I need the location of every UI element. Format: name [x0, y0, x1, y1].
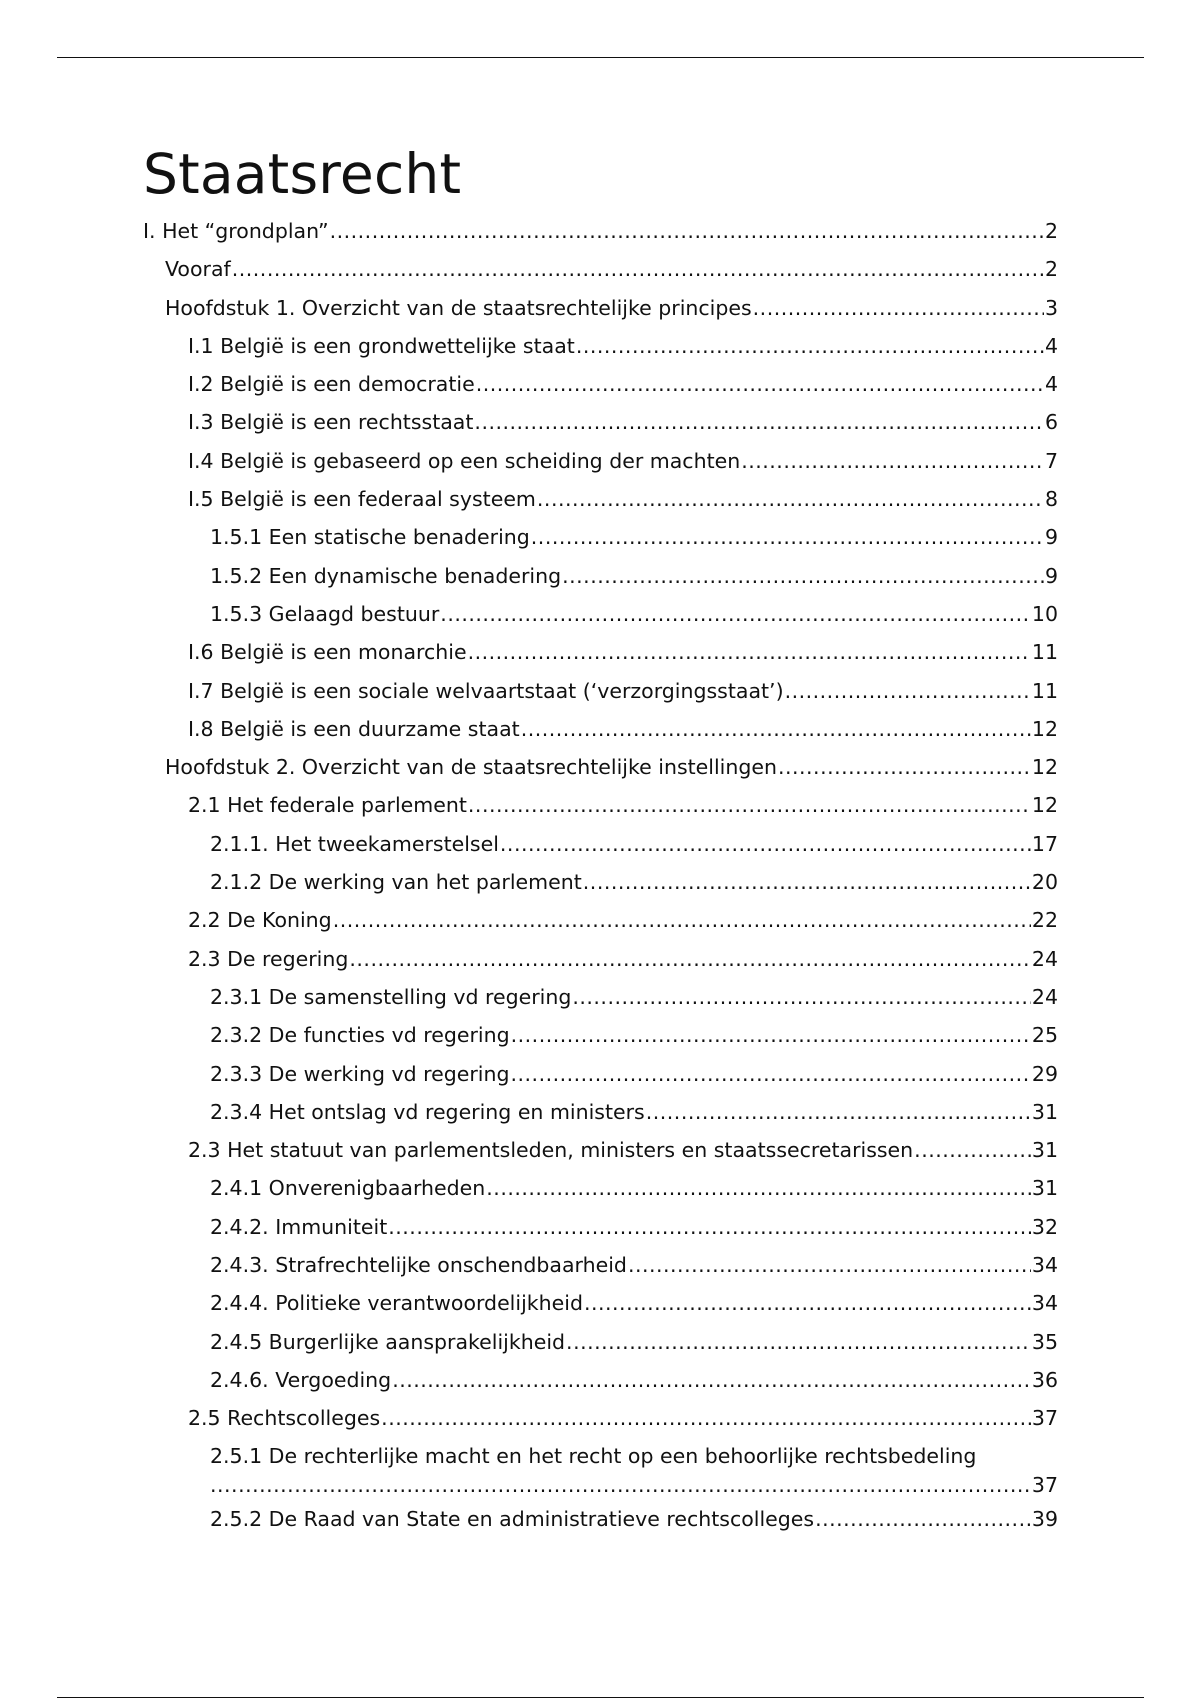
toc-page-number: 4 — [1044, 333, 1058, 358]
toc-page-number: 12 — [1031, 755, 1058, 780]
toc-page-number: 9 — [1044, 525, 1058, 550]
toc-leader-dots — [537, 480, 1044, 518]
toc-entry-text: 1.5.2 Een dynamische benadering — [210, 563, 562, 588]
toc-leader-dots — [468, 633, 1031, 671]
toc-page-number: 37 — [1031, 1406, 1058, 1431]
toc-entry-text: 2.4.1 Onverenigbaarheden — [210, 1176, 486, 1201]
toc-entry[interactable] — [143, 250, 1058, 288]
toc-leader-dots — [440, 595, 1031, 633]
toc-entry-text: 2.3.3 De werking vd regering — [210, 1061, 510, 1086]
toc-page-number: 31 — [1031, 1138, 1058, 1163]
toc-entry-text: 2.1 Het federale parlement — [188, 793, 467, 818]
toc-page-number: 8 — [1044, 487, 1058, 512]
toc-entry-text: I.8 België is een duurzame staat — [188, 716, 520, 741]
toc-entry[interactable] — [143, 1284, 1058, 1322]
toc-page-number: 17 — [1031, 831, 1058, 856]
toc-page-number: 31 — [1031, 1176, 1058, 1201]
toc-entry[interactable] — [143, 327, 1058, 365]
toc-entry[interactable] — [143, 557, 1058, 595]
toc-leader-dots — [500, 825, 1031, 863]
toc-leader-dots — [583, 863, 1031, 901]
toc-page-number: 34 — [1031, 1253, 1058, 1278]
toc-entry[interactable] — [143, 595, 1058, 633]
toc-leader-dots — [646, 1093, 1031, 1131]
toc-leader-dots — [576, 327, 1044, 365]
toc-entry-text: 2.4.4. Politieke verantwoordelijkheid — [210, 1291, 583, 1316]
toc-entry[interactable] — [143, 1246, 1058, 1284]
toc-page-number: 22 — [1031, 908, 1058, 933]
toc-page-number: 12 — [1031, 716, 1058, 741]
toc-page-number: 11 — [1031, 640, 1058, 665]
footer-rule — [57, 1697, 1144, 1698]
toc-entry[interactable] — [143, 710, 1058, 748]
toc-page-number: 12 — [1031, 793, 1058, 818]
toc-page-number: 11 — [1031, 678, 1058, 703]
toc-page-number: 20 — [1031, 870, 1058, 895]
toc-page-number: 3 — [1044, 295, 1058, 320]
toc-leader-dots — [210, 1470, 1031, 1500]
toc-entry[interactable] — [143, 1093, 1058, 1131]
toc-entry[interactable] — [143, 1399, 1058, 1437]
toc-page-number: 32 — [1031, 1214, 1058, 1239]
page-content — [143, 136, 1058, 1538]
toc-entry-text: 2.3.2 De functies vd regering — [210, 1023, 510, 1048]
toc-page-number: 35 — [1031, 1329, 1058, 1354]
toc-entry-text: I.1 België is een grondwettelijke staat — [188, 333, 575, 358]
toc-page-number: 25 — [1031, 1023, 1058, 1048]
toc-entry[interactable] — [143, 978, 1058, 1016]
toc-entry-text: 2.3 De regering — [188, 946, 349, 971]
toc-page-number: 7 — [1044, 448, 1058, 473]
toc-entry-text: 2.5 Rechtscolleges — [188, 1406, 381, 1431]
toc-entry-text: I.6 België is een monarchie — [188, 640, 467, 665]
toc-page-number: 29 — [1031, 1061, 1058, 1086]
toc-leader-dots — [333, 901, 1031, 939]
toc-entry[interactable] — [143, 901, 1058, 939]
toc-leader-dots — [468, 786, 1031, 824]
toc-leader-dots — [474, 403, 1044, 441]
toc-leader-dots — [815, 1500, 1031, 1538]
toc-entry-text: 2.4.2. Immuniteit — [210, 1214, 388, 1239]
toc-entry-text: 2.4.5 Burgerlijke aansprakelijkheid — [210, 1329, 566, 1354]
toc-entry-text: 2.4.6. Vergoeding — [210, 1367, 392, 1392]
header-rule — [57, 57, 1144, 58]
toc-leader-dots — [584, 1284, 1031, 1322]
toc-entry-text: 2.3 Het statuut van parlementsleden, ministers en staatssecretarissen — [188, 1138, 914, 1163]
toc-entry-text: I.4 België is gebaseerd op een scheiding der machten — [188, 448, 741, 473]
toc-entry[interactable] — [143, 863, 1058, 901]
toc-entry[interactable] — [143, 940, 1058, 978]
toc-entry-text: 2.1.1. Het tweekamerstelsel — [210, 831, 499, 856]
toc-entry-text: Vooraf — [165, 257, 231, 282]
toc-leader-dots — [486, 1169, 1031, 1207]
toc-entry[interactable] — [143, 212, 1058, 250]
toc-entry[interactable] — [143, 633, 1058, 671]
toc-entry-text: 2.3.4 Het ontslag vd regering en ministers — [210, 1099, 645, 1124]
toc-page-number: 39 — [1031, 1506, 1058, 1531]
toc-entry-text: 2.5.2 De Raad van State en administratieve rechtscolleges — [210, 1506, 815, 1531]
toc-page-number: 10 — [1031, 601, 1058, 626]
toc-page-number: 31 — [1031, 1099, 1058, 1124]
toc-page-number: 36 — [1031, 1367, 1058, 1392]
toc-entry-text: 1.5.3 Gelaagd bestuur — [210, 601, 440, 626]
toc-leader-dots — [511, 1016, 1031, 1054]
toc-entry[interactable] — [143, 365, 1058, 403]
toc-entry-text: 2.5.1 De rechterlijke macht en het recht op een behoorlijke rechtsbedeling — [210, 1443, 977, 1468]
toc-entry-text: 2.1.2 De werking van het parlement — [210, 870, 582, 895]
toc-leader-dots — [753, 289, 1044, 327]
toc-entry[interactable] — [143, 289, 1058, 327]
toc-entry[interactable] — [143, 518, 1058, 556]
toc-leader-dots — [381, 1399, 1031, 1437]
toc-page-number: 2 — [1044, 257, 1058, 282]
toc-entry-text: 2.2 De Koning — [188, 908, 332, 933]
table-of-contents — [143, 212, 1058, 1538]
toc-leader-dots — [330, 212, 1044, 250]
toc-leader-dots — [349, 940, 1031, 978]
toc-entry-text: I.3 België is een rechtsstaat — [188, 410, 474, 435]
toc-page-number: 6 — [1044, 410, 1058, 435]
toc-entry[interactable] — [143, 1016, 1058, 1054]
toc-leader-dots — [531, 518, 1044, 556]
toc-entry-text: I.5 België is een federaal systeem — [188, 487, 536, 512]
toc-page-number: 24 — [1031, 946, 1058, 971]
toc-entry[interactable] — [143, 1131, 1058, 1169]
toc-entry[interactable] — [143, 1323, 1058, 1361]
toc-leader-dots — [232, 250, 1044, 288]
toc-entry[interactable] — [143, 1438, 1058, 1500]
toc-leader-dots — [628, 1246, 1031, 1284]
toc-entry-text: 2.4.3. Strafrechtelijke onschendbaarheid — [210, 1253, 627, 1278]
toc-leader-dots — [778, 748, 1031, 786]
toc-page-number: 4 — [1044, 372, 1058, 397]
toc-leader-dots — [476, 365, 1044, 403]
toc-leader-dots — [741, 442, 1044, 480]
toc-entry[interactable] — [143, 480, 1058, 518]
toc-entry-text: I.7 België is een sociale welvaartstaat (‘verzorgingsstaat’) — [188, 678, 784, 703]
toc-entry[interactable] — [143, 1208, 1058, 1246]
toc-page-number: 37 — [1031, 1472, 1058, 1497]
toc-leader-dots — [572, 978, 1031, 1016]
toc-leader-dots — [392, 1361, 1031, 1399]
toc-entry[interactable] — [143, 442, 1058, 480]
toc-entry-text: Hoofdstuk 1. Overzicht van de staatsrechtelijke principes — [165, 295, 752, 320]
toc-leader-dots — [914, 1131, 1031, 1169]
toc-page-number: 24 — [1031, 984, 1058, 1009]
toc-entry-text: I.2 België is een democratie — [188, 372, 475, 397]
toc-leader-dots — [785, 672, 1031, 710]
toc-leader-dots — [521, 710, 1031, 748]
toc-entry[interactable] — [143, 1361, 1058, 1399]
toc-leader-dots — [562, 557, 1044, 595]
toc-entry[interactable] — [143, 748, 1058, 786]
toc-entry-text: I. Het “grondplan” — [143, 219, 329, 243]
toc-leader-dots — [511, 1055, 1031, 1093]
toc-entry[interactable] — [143, 403, 1058, 441]
toc-leader-dots — [388, 1208, 1031, 1246]
toc-entry-text: 1.5.1 Een statische benadering — [210, 525, 530, 550]
toc-entry[interactable] — [143, 786, 1058, 824]
toc-page-number: 2 — [1044, 219, 1058, 243]
toc-entry[interactable] — [143, 672, 1058, 710]
toc-entry-text: Hoofdstuk 2. Overzicht van de staatsrechtelijke instellingen — [165, 755, 777, 780]
toc-page-number: 9 — [1044, 563, 1058, 588]
toc-leader-dots — [566, 1323, 1031, 1361]
toc-entry[interactable] — [143, 1169, 1058, 1207]
toc-entry[interactable] — [143, 1500, 1058, 1538]
toc-entry[interactable] — [143, 1055, 1058, 1093]
document-title: Staatsrecht — [143, 142, 462, 206]
toc-entry[interactable] — [143, 825, 1058, 863]
toc-entry-text: 2.3.1 De samenstelling vd regering — [210, 984, 572, 1009]
toc-page-number: 34 — [1031, 1291, 1058, 1316]
